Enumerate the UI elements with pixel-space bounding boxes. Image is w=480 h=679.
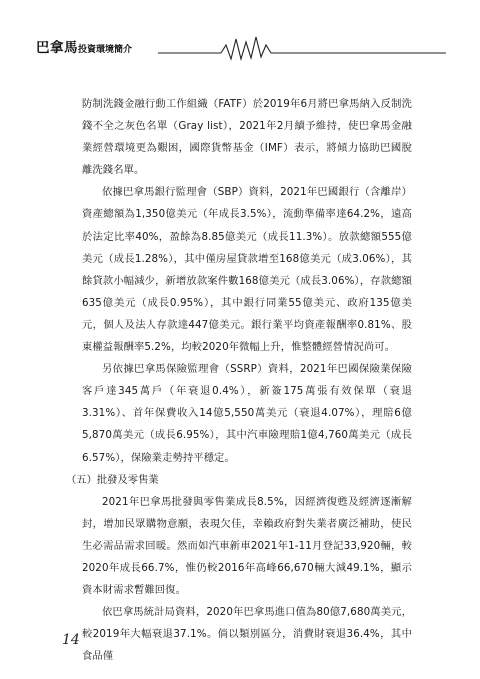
- paragraph-banking: 依據巴拿馬銀行監理會（SBP）資料，2021年巴國銀行（含離岸）資產總額為1,350億美元（年成長3.5%），流動準備率達64.2%，遠高於法定比率40%，盈餘為8.85億美元（成長11.3%）。放款總額555億美元（成長1.28%），其中僅房屋貸款增至168億美元（成3.06%），其餘貸款小幅減少，新增放款案件數168億美元（成長3.06%），存款總額635億美元（成長0.95%），其中銀行同業55億美元、政府135億美元，個人及法人存款達447億美元。銀行業平均資產報酬率0.81%、股東權益報酬率5.2%，均較2020年微幅上升，惟整體經營情況尚可。: [82, 186, 412, 354]
- section-heading: （五）批發及零售業: [66, 473, 159, 486]
- page-number: 14: [62, 632, 80, 648]
- header-title-sub: 投資環境簡介: [78, 45, 133, 55]
- paragraph-imports: 依巴拿馬統計局資料，2020年巴拿馬進口值為80億7,680萬美元，較2019年大幅衰退37.1%。倘以類別區分，消費財衰退36.4%，其中食品僅: [82, 606, 412, 663]
- paragraph-fatf: 防制洗錢金融行動工作組織（FATF）於2019年6月將巴拿馬納入反制洗錢不全之灰色名單（Gray list），2021年2月續予維持，使巴拿馬金融業經營環境更為艱困，國際貨幣基金（IMF）表示，將傾力協助巴國脫離洗錢名單。: [82, 98, 412, 177]
- header-title: [36, 36, 132, 56]
- paragraph-retail: 2021年巴拿馬批發與零售業成長8.5%，因經濟復甦及經濟逐漸解封，增加民眾購物意願，表現欠佳，幸賴政府對失業者廣泛補助，使民生必需品需求回暖。然而如汽車新車2021年1-11月登記33,920輛，較2020年成長66.7%，惟仍較2016年高峰66,670輛大減49.1%，顯示資本財需求暫難回復。: [82, 495, 412, 597]
- page-header: [36, 32, 446, 62]
- document-body: [66, 93, 412, 667]
- paragraph-insurance: 另依據巴拿馬保險監理會（SSRP）資料，2021年巴國保險業保險客戶達345萬戶（年衰退0.4%），新簽175萬張有效保單（衰退3.31%）、首年保費收入14億5,550萬美元（衰退4.07%），理賠6億5,870萬美元（成長6.95%），其中汽車險理賠1億4,760萬美元（成長6.57%），保險業走勢持平穩定。: [82, 363, 412, 464]
- header-title-main: 巴拿馬: [36, 40, 78, 56]
